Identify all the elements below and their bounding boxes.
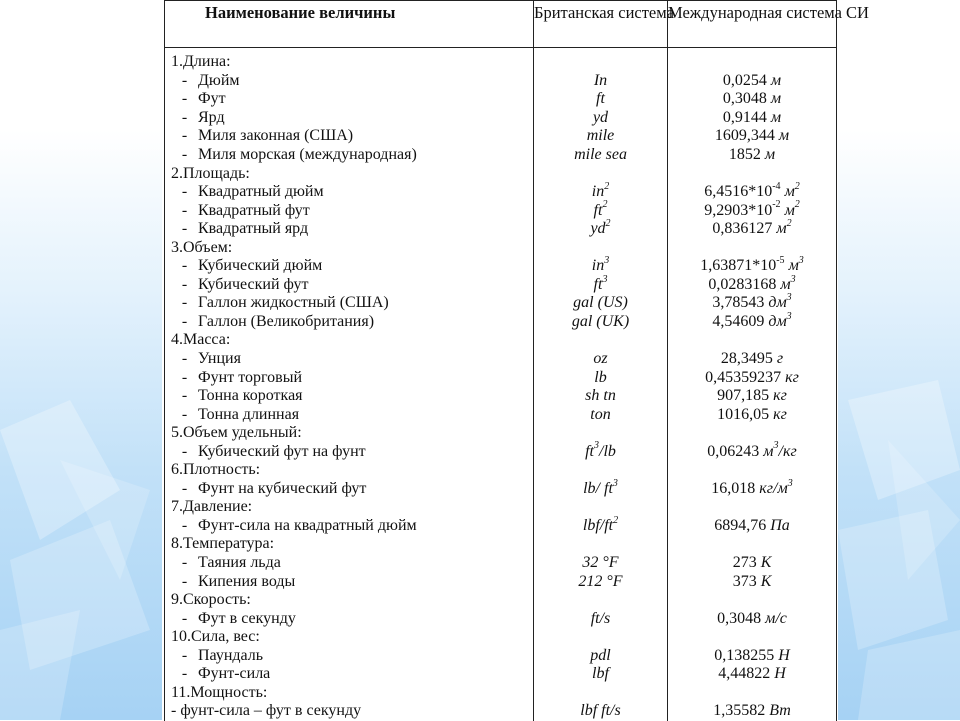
list-dash: - — [181, 405, 188, 423]
list-dash: - — [181, 71, 188, 89]
table-row — [165, 368, 837, 387]
group-heading: 8.Температура: — [165, 535, 534, 554]
table-row — [165, 554, 837, 573]
group-heading: 10.Сила, вес: — [165, 628, 534, 647]
table-row — [165, 313, 837, 332]
british-unit: yd — [534, 109, 668, 128]
si-value: 1016,05 кг — [668, 405, 837, 424]
british-unit: ft — [534, 90, 668, 109]
si-value: $1,63871*10^{-5}$ $м^3$ — [668, 257, 837, 276]
group-heading-row — [165, 238, 837, 257]
header-si-system: Международная система СИ — [668, 1, 837, 48]
british-unit: sh tn — [534, 387, 668, 406]
british-unit: lbf ft/s — [534, 702, 668, 721]
british-unit: 32 °F — [534, 554, 668, 573]
quantity-name: - Ярд — [165, 109, 534, 128]
table-row — [165, 442, 837, 461]
group-heading: 1.Длина: — [165, 53, 534, 72]
table-header-row — [165, 1, 837, 48]
group-heading-row — [165, 424, 837, 443]
british-unit: mile — [534, 127, 668, 146]
table-row — [165, 257, 837, 276]
si-value: 4,54609 $дм^3$ — [668, 313, 837, 332]
quantity-name: - Унция — [165, 350, 534, 369]
quantity-name: - Квадратный дюйм — [165, 183, 534, 202]
quantity-name: - Фунт-сила — [165, 665, 534, 684]
list-dash: - — [181, 665, 188, 683]
quantity-name: - Фут — [165, 90, 534, 109]
list-dash: - — [181, 183, 188, 201]
quantity-name: - Кубический фут на фунт — [165, 442, 534, 461]
list-dash: - — [181, 572, 188, 590]
si-value: $6,4516*10^{-4}$ $м^2$ — [668, 183, 837, 202]
table-row — [165, 405, 837, 424]
si-value: 1609,344 м — [668, 127, 837, 146]
quantity-name: - Фунт-сила на квадратный дюйм — [165, 517, 534, 536]
table-row — [165, 183, 837, 202]
si-value: 4,44822 Н — [668, 665, 837, 684]
british-unit: ft/s — [534, 609, 668, 628]
list-dash: - — [181, 201, 188, 219]
list-dash: - — [181, 554, 188, 572]
quantity-name: - Миля законная (США) — [165, 127, 534, 146]
si-value: 1,35582 Вт — [668, 702, 837, 721]
table-row — [165, 294, 837, 313]
group-heading-row — [165, 461, 837, 480]
list-dash: - — [181, 220, 188, 238]
quantity-name: - Миля морская (международная) — [165, 146, 534, 165]
table-row — [165, 665, 837, 684]
british-unit: 212 °F — [534, 572, 668, 591]
table-row — [165, 647, 837, 666]
british-unit: gal (UK) — [534, 313, 668, 332]
table-row — [165, 72, 837, 91]
quantity-name: - Тонна короткая — [165, 387, 534, 406]
british-unit: $ft^3$ — [534, 276, 668, 295]
british-unit: oz — [534, 350, 668, 369]
si-value: 0,3048 м/с — [668, 609, 837, 628]
group-heading-row — [165, 684, 837, 703]
list-dash: - — [181, 146, 188, 163]
british-unit: $in^2$ — [534, 183, 668, 202]
si-value: 0,3048 м — [668, 90, 837, 109]
list-dash: - — [181, 294, 188, 312]
quantity-name: - Квадратный ярд — [165, 220, 534, 239]
si-value: 0,06243 $м^3/кг$ — [668, 442, 837, 461]
group-heading: 4.Масса: — [165, 331, 534, 350]
table-row — [165, 127, 837, 146]
units-conversion-table — [164, 0, 869, 721]
table-row — [165, 702, 837, 721]
si-value: 1852 м — [668, 146, 837, 165]
british-unit: lb/ $ft^3$ — [534, 480, 668, 499]
header-british-system: Британская система — [534, 1, 668, 48]
table-row — [165, 276, 837, 295]
group-heading: 11.Мощность: — [165, 684, 534, 703]
quantity-name: - Квадратный фут — [165, 201, 534, 220]
british-unit: mile sea — [534, 146, 668, 165]
british-unit: ton — [534, 405, 668, 424]
list-dash: - — [181, 387, 188, 405]
quantity-name: - фунт-сила – фут в секунду — [165, 702, 534, 721]
header-quantity-name: Наименование величины — [165, 1, 534, 48]
table-row — [165, 146, 837, 165]
list-dash: - — [181, 368, 188, 386]
si-value: 0,836127 $м^2$ — [668, 220, 837, 239]
british-unit: lb — [534, 368, 668, 387]
quantity-name: - Тонна длинная — [165, 405, 534, 424]
list-dash: - — [181, 127, 188, 145]
group-heading-row — [165, 591, 837, 610]
list-dash: - — [181, 312, 188, 330]
si-value: 3,78543 $дм^3$ — [668, 294, 837, 313]
list-dash: - — [181, 90, 188, 108]
quantity-name: - Фунт торговый — [165, 368, 534, 387]
table-row — [165, 220, 837, 239]
si-value: 0,45359237 кг — [668, 368, 837, 387]
british-unit: lbf — [534, 665, 668, 684]
table-row — [165, 201, 837, 220]
si-value: 6894,76 Па — [668, 517, 837, 536]
si-value: 0,0283168 $м^3$ — [668, 276, 837, 295]
table-row — [165, 517, 837, 536]
table-row — [165, 480, 837, 499]
group-heading-row — [165, 628, 837, 647]
si-value: 28,3495 г — [668, 350, 837, 369]
si-value: 273 К — [668, 554, 837, 573]
list-dash: - — [181, 646, 188, 664]
si-value: 16,018 $кг/м^3$ — [668, 480, 837, 499]
quantity-name: - Фут в секунду — [165, 609, 534, 628]
quantity-name: - Фунт на кубический фут — [165, 480, 534, 499]
si-value: 0,0254 м — [668, 72, 837, 91]
quantity-name: - Кубический фут — [165, 276, 534, 295]
quantity-name: - Дюйм — [165, 72, 534, 91]
british-unit: pdl — [534, 647, 668, 666]
british-unit: $ft^3/lb$ — [534, 442, 668, 461]
british-unit: $ft^2$ — [534, 201, 668, 220]
list-dash: - — [181, 516, 188, 534]
british-unit: $yd^2$ — [534, 220, 668, 239]
list-dash: - — [181, 350, 188, 368]
si-value: 373 К — [668, 572, 837, 591]
quantity-name: - Галлон жидкостный (США) — [165, 294, 534, 313]
group-heading: 3.Объем: — [165, 238, 534, 257]
british-unit: gal (US) — [534, 294, 668, 313]
si-value: $9,2903*10^{-2}$ $м^2$ — [668, 201, 837, 220]
group-heading: 5.Объем удельный: — [165, 424, 534, 443]
quantity-name: - Кубический дюйм — [165, 257, 534, 276]
table-row — [165, 90, 837, 109]
group-heading: 7.Давление: — [165, 498, 534, 517]
table-row — [165, 572, 837, 591]
list-dash: - — [181, 442, 188, 460]
list-dash: - — [181, 479, 188, 497]
table-row — [165, 350, 837, 369]
group-heading: 2.Площадь: — [165, 164, 534, 183]
group-heading-row — [165, 331, 837, 350]
table-row — [165, 387, 837, 406]
si-value: 0,9144 м — [668, 109, 837, 128]
quantity-name: - Галлон (Великобритания) — [165, 313, 534, 332]
group-heading: 9.Скорость: — [165, 591, 534, 610]
quantity-name: - Кипения воды — [165, 572, 534, 591]
group-heading-row — [165, 498, 837, 517]
group-heading: 6.Плотность: — [165, 461, 534, 480]
si-value: 0,138255 Н — [668, 647, 837, 666]
list-dash: - — [181, 257, 188, 275]
british-unit: In — [534, 72, 668, 91]
quantity-name: - Таяния льда — [165, 554, 534, 573]
group-heading-row — [165, 535, 837, 554]
list-dash: - — [181, 609, 188, 627]
group-heading-row — [165, 164, 837, 183]
group-heading-row — [165, 53, 837, 72]
british-unit: $in^3$ — [534, 257, 668, 276]
units-table-sheet — [162, 0, 869, 720]
units-table-body — [165, 1, 869, 721]
quantity-name: - Паундаль — [165, 647, 534, 666]
table-row — [165, 109, 837, 128]
si-value: 907,185 кг — [668, 387, 837, 406]
british-unit: lbf/$ft^2$ — [534, 517, 668, 536]
table-row — [165, 609, 837, 628]
list-dash: - — [181, 108, 188, 126]
list-dash: - — [181, 275, 188, 293]
